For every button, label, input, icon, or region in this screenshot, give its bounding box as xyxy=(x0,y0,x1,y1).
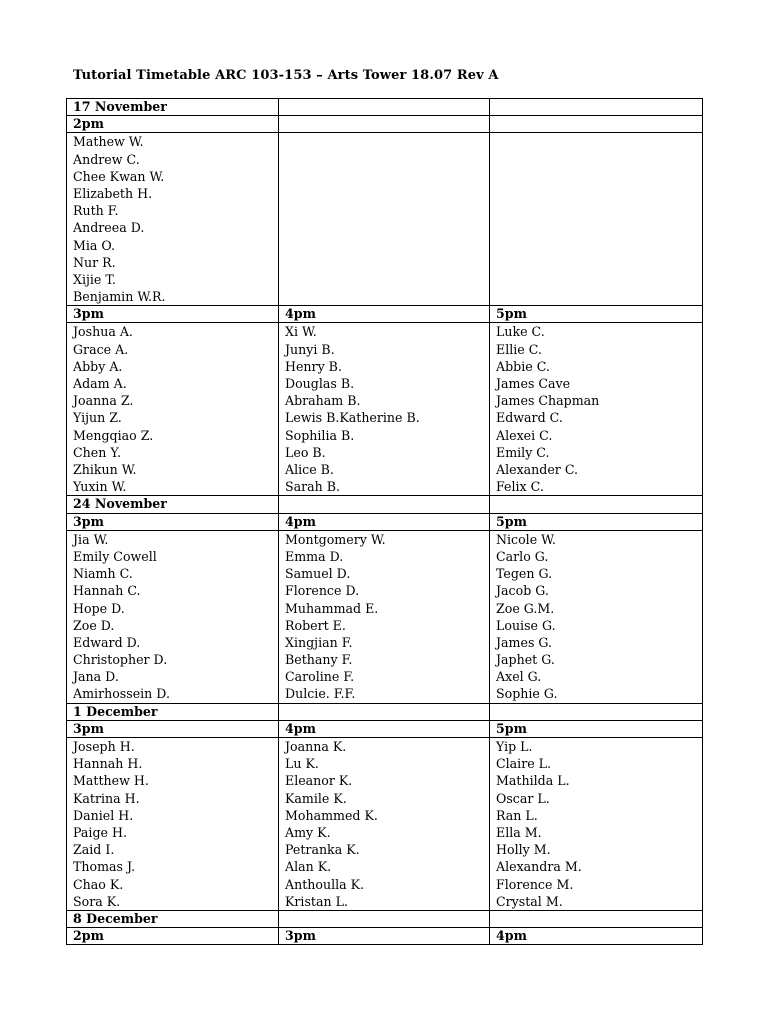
student-name: Yijun Z. xyxy=(73,410,122,426)
names-cell xyxy=(67,530,279,703)
student-name: Samuel D. xyxy=(285,566,351,582)
student-name: Sarah B. xyxy=(285,479,341,495)
student-name: Dulcie. F.F. xyxy=(285,686,356,702)
student-name: Louise G. xyxy=(496,617,556,633)
student-name: Nicole W. xyxy=(496,531,556,547)
header-cell xyxy=(490,99,703,116)
student-name: James Chapman xyxy=(496,393,600,409)
student-name: Daniel H. xyxy=(73,807,134,823)
empty-line xyxy=(285,237,489,254)
names-cell xyxy=(279,323,490,496)
student-name: Matthew H. xyxy=(73,773,149,789)
header-cell: 5pm xyxy=(490,513,703,530)
names-cell xyxy=(490,530,703,703)
names-cell xyxy=(490,323,703,496)
header-cell: 4pm xyxy=(490,928,703,945)
student-name: Xijie T. xyxy=(73,271,116,287)
header-cell: 3pm xyxy=(67,513,279,530)
student-name: Hope D. xyxy=(73,600,125,616)
student-name: Luke C. xyxy=(496,324,545,340)
student-name: Xi W. xyxy=(285,324,317,340)
name-list xyxy=(285,133,489,305)
student-name: Zoe G.M. xyxy=(496,600,555,616)
student-name: Andreea D. xyxy=(73,220,145,236)
student-name: Amy K. xyxy=(285,824,331,840)
student-name: Abbie C. xyxy=(496,358,550,374)
student-name: Alexander C. xyxy=(496,461,579,477)
student-name: Holly M. xyxy=(496,842,551,858)
table-header-row xyxy=(67,99,703,116)
student-name: Joanna K. xyxy=(285,739,347,755)
student-name: Zaid I. xyxy=(73,842,115,858)
student-name: Mathilda L. xyxy=(496,773,570,789)
header-cell: 17 November xyxy=(67,99,279,116)
empty-line xyxy=(285,151,489,168)
document-title: Tutorial Timetable ARC 103-153 – Arts Tower 18.07 Rev A xyxy=(73,68,499,83)
student-name: Carlo G. xyxy=(496,548,549,564)
table-header-row xyxy=(67,703,703,720)
empty-line xyxy=(285,271,489,288)
empty-line xyxy=(285,254,489,271)
table-header-row xyxy=(67,910,703,927)
header-cell xyxy=(490,703,703,720)
table-header-row xyxy=(67,928,703,945)
timetable-table xyxy=(66,98,703,945)
student-name: Jana D. xyxy=(73,669,119,685)
header-cell xyxy=(490,116,703,133)
student-name: Crystal M. xyxy=(496,893,563,909)
empty-line xyxy=(496,185,702,202)
student-name: Niamh C. xyxy=(73,566,133,582)
student-name: Yuxin W. xyxy=(73,479,127,495)
table-header-row xyxy=(67,496,703,513)
name-list xyxy=(73,323,278,495)
empty-line xyxy=(496,254,702,271)
header-cell: 4pm xyxy=(279,306,490,323)
student-name: Bethany F. xyxy=(285,652,353,668)
name-list xyxy=(73,133,278,305)
name-list xyxy=(496,323,702,495)
student-name: James G. xyxy=(496,634,553,650)
table-header-row xyxy=(67,720,703,737)
header-cell xyxy=(279,99,490,116)
empty-line xyxy=(285,219,489,236)
name-list xyxy=(285,323,489,495)
student-name: Xingjian F. xyxy=(285,634,353,650)
student-name: Ruth F. xyxy=(73,203,119,219)
header-cell xyxy=(490,910,703,927)
header-cell: 3pm xyxy=(67,306,279,323)
student-name: Lewis B.Katherine B. xyxy=(285,410,420,426)
student-name: Jia W. xyxy=(73,531,109,547)
student-name: Christopher D. xyxy=(73,652,168,668)
table-row xyxy=(67,530,703,703)
student-name: Emily C. xyxy=(496,444,550,460)
table-header-row xyxy=(67,306,703,323)
table-header-row xyxy=(67,116,703,133)
student-name: Adam A. xyxy=(73,376,127,392)
student-name: Eleanor K. xyxy=(285,773,353,789)
header-cell: 24 November xyxy=(67,496,279,513)
student-name: Douglas B. xyxy=(285,376,355,392)
student-name: Kamile K. xyxy=(285,790,347,806)
timetable-body xyxy=(67,99,703,945)
header-cell: 2pm xyxy=(67,928,279,945)
student-name: Mathew W. xyxy=(73,134,144,150)
student-name: James Cave xyxy=(496,376,571,392)
header-cell: 3pm xyxy=(67,720,279,737)
student-name: Abby A. xyxy=(73,358,123,374)
student-name: Claire L. xyxy=(496,756,552,772)
student-name: Chen Y. xyxy=(73,444,122,460)
empty-line xyxy=(285,185,489,202)
student-name: Sophie G. xyxy=(496,686,558,702)
student-name: Chee Kwan W. xyxy=(73,168,165,184)
student-name: Alexandra M. xyxy=(496,859,582,875)
student-name: Muhammad E. xyxy=(285,600,379,616)
student-name: Tegen G. xyxy=(496,566,553,582)
student-name: Thomas J. xyxy=(73,859,136,875)
student-name: Abraham B. xyxy=(285,393,361,409)
empty-line xyxy=(285,168,489,185)
student-name: Benjamin W.R. xyxy=(73,289,166,305)
student-name: Joseph H. xyxy=(73,739,135,755)
student-name: Ella M. xyxy=(496,824,542,840)
empty-line xyxy=(496,288,702,305)
student-name: Axel G. xyxy=(496,669,542,685)
empty-line xyxy=(496,202,702,219)
student-name: Ran L. xyxy=(496,807,538,823)
table-row xyxy=(67,133,703,306)
student-name: Amirhossein D. xyxy=(73,686,170,702)
student-name: Japhet G. xyxy=(496,652,555,668)
student-name: Mohammed K. xyxy=(285,807,378,823)
student-name: Mia O. xyxy=(73,237,116,253)
empty-line xyxy=(285,288,489,305)
student-name: Florence M. xyxy=(496,876,574,892)
student-name: Petranka K. xyxy=(285,842,360,858)
names-cell xyxy=(279,530,490,703)
student-name: Joanna Z. xyxy=(73,393,134,409)
empty-line xyxy=(496,271,702,288)
empty-line xyxy=(496,151,702,168)
header-cell xyxy=(279,496,490,513)
student-name: Junyi B. xyxy=(285,341,335,357)
student-name: Florence D. xyxy=(285,583,360,599)
name-list xyxy=(285,531,489,703)
student-name: Zhikun W. xyxy=(73,461,137,477)
header-cell: 5pm xyxy=(490,306,703,323)
header-cell: 2pm xyxy=(67,116,279,133)
student-name: Caroline F. xyxy=(285,669,355,685)
student-name: Lu K. xyxy=(285,756,319,772)
student-name: Emma D. xyxy=(285,548,344,564)
header-cell: 5pm xyxy=(490,720,703,737)
student-name: Joshua A. xyxy=(73,324,133,340)
student-name: Grace A. xyxy=(73,341,129,357)
student-name: Henry B. xyxy=(285,358,342,374)
names-cell xyxy=(490,133,703,306)
header-cell: 8 December xyxy=(67,910,279,927)
name-list xyxy=(496,738,702,910)
student-name: Alice B. xyxy=(285,461,334,477)
student-name: Edward D. xyxy=(73,634,141,650)
student-name: Nur R. xyxy=(73,254,116,270)
student-name: Robert E. xyxy=(285,617,346,633)
student-name: Jacob G. xyxy=(496,583,549,599)
empty-line xyxy=(496,219,702,236)
header-cell: 1 December xyxy=(67,703,279,720)
name-list xyxy=(496,531,702,703)
header-cell xyxy=(279,116,490,133)
empty-line xyxy=(496,133,702,150)
student-name: Hannah C. xyxy=(73,583,141,599)
student-name: Felix C. xyxy=(496,479,544,495)
table-header-row xyxy=(67,513,703,530)
header-cell: 4pm xyxy=(279,513,490,530)
header-cell: 4pm xyxy=(279,720,490,737)
header-cell xyxy=(279,910,490,927)
student-name: Chao K. xyxy=(73,876,124,892)
names-cell xyxy=(67,133,279,306)
empty-line xyxy=(285,202,489,219)
names-cell xyxy=(67,323,279,496)
student-name: Katrina H. xyxy=(73,790,140,806)
student-name: Anthoulla K. xyxy=(285,876,365,892)
student-name: Ellie C. xyxy=(496,341,542,357)
empty-line xyxy=(496,168,702,185)
student-name: Elizabeth H. xyxy=(73,185,153,201)
student-name: Alexei C. xyxy=(496,427,553,443)
student-name: Mengqiao Z. xyxy=(73,427,154,443)
name-list xyxy=(73,531,278,703)
header-cell xyxy=(490,496,703,513)
student-name: Paige H. xyxy=(73,824,127,840)
header-cell: 3pm xyxy=(279,928,490,945)
student-name: Kristan L. xyxy=(285,893,348,909)
student-name: Emily Cowell xyxy=(73,548,157,564)
table-row xyxy=(67,323,703,496)
student-name: Sora K. xyxy=(73,893,121,909)
student-name: Edward C. xyxy=(496,410,563,426)
student-name: Alan K. xyxy=(285,859,332,875)
name-list xyxy=(496,133,702,305)
table-row xyxy=(67,738,703,911)
student-name: Leo B. xyxy=(285,444,326,460)
empty-line xyxy=(285,133,489,150)
student-name: Oscar L. xyxy=(496,790,550,806)
name-list xyxy=(285,738,489,910)
header-cell xyxy=(279,703,490,720)
names-cell xyxy=(490,738,703,911)
student-name: Sophilia B. xyxy=(285,427,355,443)
student-name: Yip L. xyxy=(496,739,533,755)
student-name: Zoe D. xyxy=(73,617,115,633)
name-list xyxy=(73,738,278,910)
names-cell xyxy=(279,738,490,911)
student-name: Hannah H. xyxy=(73,756,143,772)
student-name: Andrew C. xyxy=(73,151,140,167)
names-cell xyxy=(279,133,490,306)
empty-line xyxy=(496,237,702,254)
names-cell xyxy=(67,738,279,911)
student-name: Montgomery W. xyxy=(285,531,386,547)
